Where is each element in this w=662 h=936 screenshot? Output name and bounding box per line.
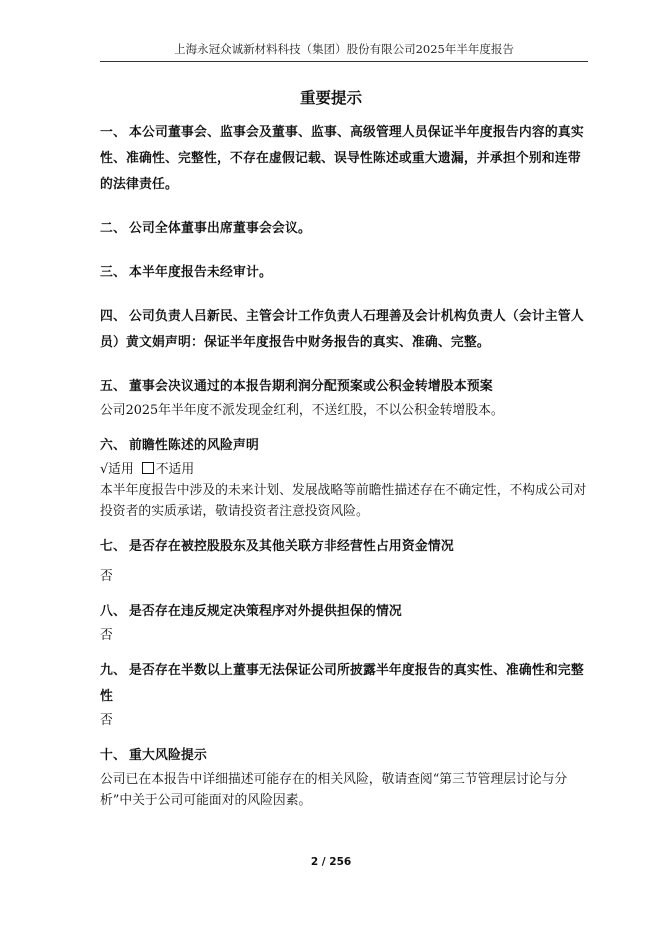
section-3-text: 本半年度报告未经审计。: [129, 265, 272, 280]
section-4-text: 公司负责人吕新民、主管会计工作负责人石理善及会计机构负责人（会计主管人员）黄文娟声明：保证半年度报告中财务报告的真实、准确、完整。: [100, 309, 584, 350]
section-10-text: 重大风险提示: [129, 748, 207, 763]
section-5-number: 五、: [100, 379, 126, 394]
section-7-body: 否: [100, 569, 113, 584]
section-6-heading: [100, 433, 591, 459]
section-8-heading: [100, 599, 591, 625]
section-9-number: 九、: [100, 663, 126, 678]
section-10-body: 公司已在本报告中详细描述可能存在的相关风险，敬请查阅“第三节管理层讨论与分析”中关于公司可能面对的风险因素。: [100, 772, 568, 808]
section-9-body: 否: [100, 713, 113, 728]
section-8-text: 是否存在违反规定决策程序对外提供担保的情况: [129, 604, 402, 619]
section-6-number: 六、: [100, 438, 126, 453]
page-number: 2 / 256: [310, 856, 352, 868]
section-6-body: 本半年度报告中涉及的未来计划、发展战略等前瞻性描述存在不确定性，不构成公司对投资者的实质承诺，敬请投资者注意投资风险。: [100, 483, 587, 519]
section-6-text: 前瞻性陈述的风险声明: [129, 438, 259, 453]
section-9-text: 是否存在半数以上董事无法保证公司所披露半年度报告的真实性、准确性和完整性: [100, 663, 584, 704]
section-2-heading: [100, 216, 591, 242]
section-4-number: 四、: [100, 309, 126, 324]
page-title: 重要提示: [299, 88, 362, 107]
section-8-number: 八、: [100, 604, 126, 619]
section-10-heading: [100, 743, 591, 769]
section-2-number: 二、: [100, 221, 126, 236]
section-3-number: 三、: [100, 265, 126, 280]
not-applicable-label: 不适用: [155, 462, 195, 477]
section-7-text: 是否存在被控股股东及其他关联方非经营性占用资金情况: [129, 539, 454, 554]
section-1-text: 本公司董事会、监事会及董事、监事、高级管理人员保证半年度报告内容的真实性、准确性、完整性，不存在虚假记载、误导性陈述或重大遗漏，并承担个别和连带的法律责任。: [100, 125, 584, 192]
section-4-heading: [100, 304, 591, 356]
empty-checkbox-icon: [142, 462, 154, 474]
section-9-heading: [100, 658, 591, 710]
section-7-heading: [100, 534, 591, 560]
section-10-number: 十、: [100, 748, 126, 763]
applicable-checked: √适用: [100, 462, 134, 477]
section-5-heading: [100, 374, 591, 400]
section-1-heading: [100, 120, 591, 198]
section-2-text: 公司全体董事出席董事会会议。: [129, 221, 311, 236]
applicability-options: [100, 459, 591, 480]
section-5-text: 董事会决议通过的本报告期利润分配预案或公积金转增股本预案: [129, 379, 493, 394]
section-7-number: 七、: [100, 539, 126, 554]
section-3-heading: [100, 260, 591, 286]
section-1-number: 一、: [100, 125, 126, 140]
section-5-body: 公司2025年半年度不派发现金红利，不送红股，不以公积金转增股本。: [100, 403, 504, 418]
section-8-body: 否: [100, 628, 113, 643]
page-header: 上海永冠众诚新材料科技（集团）股份有限公司2025年半年度报告: [174, 42, 514, 56]
content: [100, 120, 591, 811]
header-rule: [100, 61, 588, 62]
